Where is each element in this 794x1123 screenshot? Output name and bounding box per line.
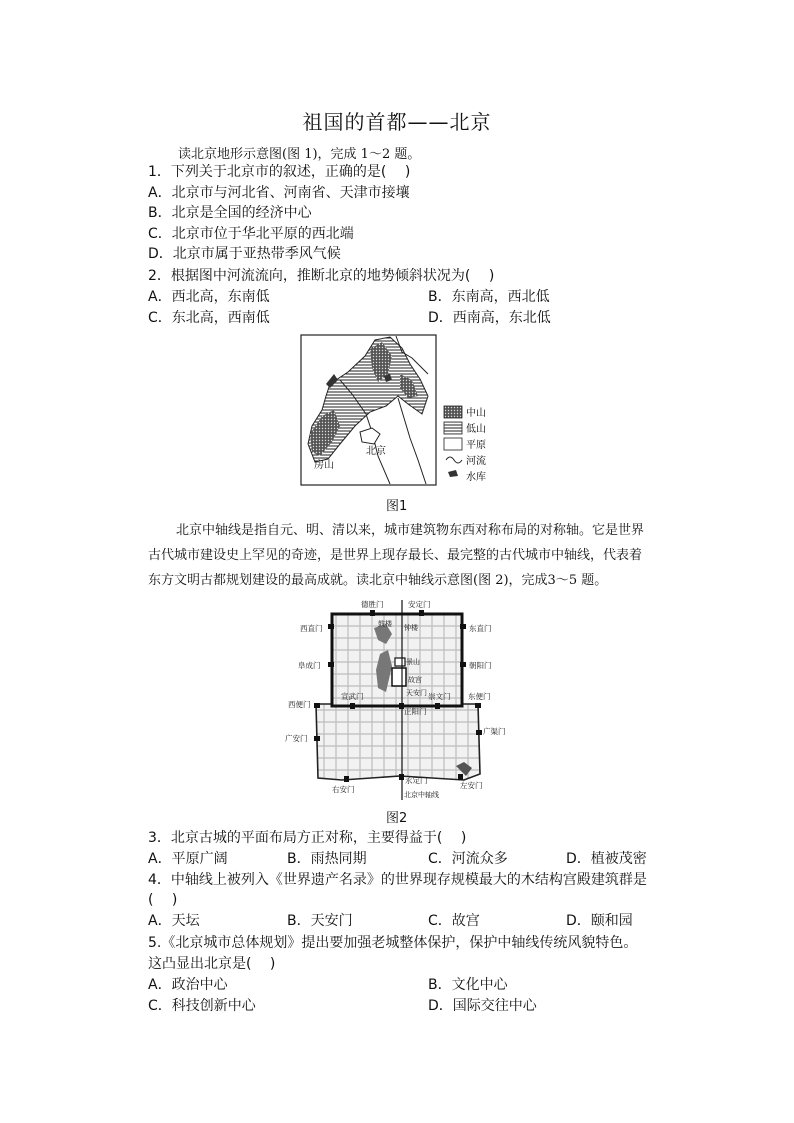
q2-stem: 2．根据图中河流流向，推断北京的地势倾斜状况为( ) <box>148 268 495 284</box>
q5-option-d[interactable]: D．国际交往中心 <box>428 998 537 1014</box>
q1-option-b[interactable]: B．北京是全国的经济中心 <box>148 205 312 221</box>
q5-option-a[interactable]: A．政治中心 <box>148 977 228 993</box>
q5-option-b[interactable]: B．文化中心 <box>428 977 508 993</box>
legend-label-dishan: 低山 <box>466 424 486 435</box>
gate-xizhimen: 西直门 <box>300 624 323 633</box>
q4-option-b[interactable]: B．天安门 <box>287 913 353 929</box>
intro-fig1: 读北京地形示意图(图 1)，完成 1～2 题。 <box>178 147 421 162</box>
q4-stem-cont: ( ) <box>148 892 178 908</box>
legend-label-zhongshan: 中山 <box>466 408 486 419</box>
jingshan-block <box>395 658 405 666</box>
q2-option-b[interactable]: B．东南高，西北低 <box>428 289 550 305</box>
q4-option-a[interactable]: A．天坛 <box>148 913 200 929</box>
landmark-tiananmen: 天安门 <box>406 689 427 697</box>
legend-label-pingyuan: 平原 <box>466 440 486 451</box>
landmark-jingshan: 景山 <box>406 658 420 666</box>
figure-2-caption: 图2 <box>386 811 408 826</box>
q3-option-a[interactable]: A．平原广阔 <box>148 851 228 867</box>
gate-zuoanmen: 左安门 <box>460 781 483 790</box>
q3-option-b[interactable]: B．雨热同期 <box>287 851 367 867</box>
gate-deshengmen: 德胜门 <box>361 600 384 609</box>
figure-2-central-axis-map <box>282 596 512 802</box>
q5-stem-cont: 这凸显出北京是( ) <box>148 956 276 972</box>
q1-option-a[interactable]: A．北京市与河北省、河南省、天津市接壤 <box>148 185 410 201</box>
q2-option-d[interactable]: D．西南高，东北低 <box>428 310 551 326</box>
gate-dongbianmen: 东便门 <box>468 692 491 701</box>
gate-chaoyangmen: 朝阳门 <box>469 661 492 670</box>
legend-swatch-pingyuan <box>444 438 462 450</box>
outer-city-wall <box>316 704 480 780</box>
q3-option-c[interactable]: C．河流众多 <box>428 851 508 867</box>
q4-option-c[interactable]: C．故宫 <box>428 913 480 929</box>
label-beijing: 北京 <box>366 446 386 457</box>
landmark-zhonglou: 钟楼 <box>404 624 418 632</box>
page-title: 祖国的首都——北京 <box>302 110 492 134</box>
axis-paragraph: 北京中轴线是指自元、明、清以来，城市建筑物东西对称布局的对称轴。它是世界古代城市建设史上罕见的奇迹，是世界上现存最长、最完整的古代城市中轴线，代表着东方文明古都规划建设的最高成就。读北京中轴线示意图(图 2)，完成3～5 题。 <box>148 523 645 588</box>
q4-stem: 4．中轴线上被列入《世界遗产名录》的世界现存规模最大的木结构宫殿建筑群是 <box>148 872 647 888</box>
gate-chongwenmen: 崇文门 <box>428 692 451 701</box>
axis-label: 北京中轴线 <box>404 791 439 799</box>
label-fangshan: 房山 <box>314 460 334 471</box>
q1-option-c[interactable]: C．北京市位于华北平原的西北端 <box>148 226 354 242</box>
gugong-block <box>392 668 406 686</box>
legend-label-reservoir: 水库 <box>466 472 486 483</box>
gate-youanmen: 右安门 <box>332 785 355 794</box>
q5-option-c[interactable]: C．科技创新中心 <box>148 998 256 1014</box>
legend-label-river: 河流 <box>466 456 486 467</box>
legend-swatch-river <box>446 457 462 463</box>
q1-option-d[interactable]: D．北京市属于亚热带季风气候 <box>148 246 341 262</box>
q5-stem: 5.《北京城市总体规划》提出要加强老城整体保护，保护中轴线传统风貌特色。 <box>148 935 638 951</box>
gate-fuchengmen: 阜成门 <box>298 661 321 670</box>
gate-andingmen: 安定门 <box>408 600 431 609</box>
gate-xuanwumen: 宣武门 <box>341 692 364 701</box>
landmark-gulou: 鼓楼 <box>378 620 392 628</box>
q4-option-d[interactable]: D．颐和园 <box>566 913 633 929</box>
legend-swatch-zhongshan <box>444 406 462 418</box>
figure-1-terrain-map <box>300 334 500 489</box>
gate-zhengyangmen: 正阳门 <box>404 707 427 716</box>
figure-1-caption: 图1 <box>386 499 408 514</box>
q2-option-a[interactable]: A．西北高，东南低 <box>148 289 270 305</box>
q3-stem: 3．北京古城的平面布局方正对称，主要得益于( ) <box>148 830 467 846</box>
q3-option-d[interactable]: D．植被茂密 <box>566 851 647 867</box>
legend-swatch-reservoir <box>448 470 458 477</box>
q2-option-c[interactable]: C．东北高，西南低 <box>148 310 270 326</box>
gate-yongdingmen: 永定门 <box>405 776 428 785</box>
gate-guanganmen: 广安门 <box>285 734 308 743</box>
gate-xibianmen: 西便门 <box>288 700 311 709</box>
legend-swatch-dishan <box>444 422 462 434</box>
q1-stem: 1．下列关于北京市的叙述，正确的是( ) <box>148 164 411 180</box>
gate-guangqumen: 广渠门 <box>483 727 506 736</box>
gate-dongzhimen: 东直门 <box>469 624 492 633</box>
landmark-gugong: 故宫 <box>408 676 422 684</box>
